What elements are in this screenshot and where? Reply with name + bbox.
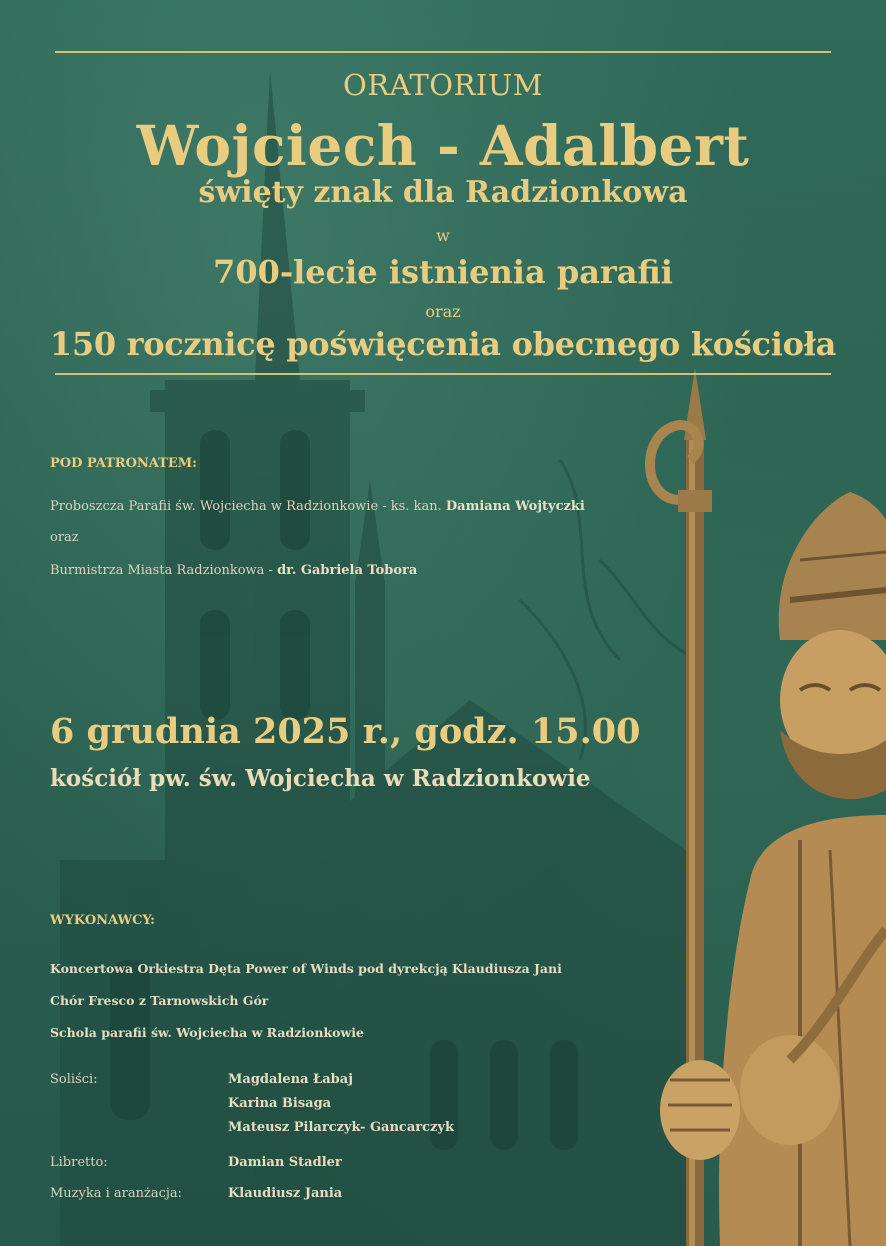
patron-2 (50, 563, 417, 578)
event-datetime: 6 grudnia 2025 r., godz. 15.00 (50, 711, 641, 752)
soloist: Karina Bisaga (228, 1096, 332, 1111)
kicker: ORATORIUM (342, 68, 543, 102)
patron-2-name: dr. Gabriela Tobora (277, 563, 418, 578)
page-title: Wojciech - Adalbert (136, 113, 750, 178)
patron-1-name: Damiana Wojtyczki (445, 499, 585, 514)
bottom-rule (55, 373, 831, 375)
music-value: Klaudiusz Jania (228, 1186, 343, 1201)
music-label: Muzyka i aranżacja: (50, 1186, 183, 1201)
anniversary-line: 700-lecie istnienia parafii (213, 253, 673, 291)
performer-group: Chór Fresco z Tarnowskich Gór (50, 993, 269, 1008)
performer-group: Koncertowa Orkiestra Dęta Power of Winds pod dyrekcją Klaudiusza Jani (50, 961, 562, 976)
performer-group: Schola parafii św. Wojciecha w Radzionkowie (50, 1025, 364, 1040)
libretto-value: Damian Stadler (228, 1155, 342, 1170)
patronage-joiner: oraz (50, 530, 79, 545)
connector-oraz: oraz (425, 302, 461, 321)
patron-2-prefix: Burmistrza Miasta Radzionkowa - (50, 563, 273, 578)
top-rule (55, 51, 831, 53)
patronage-heading: POD PATRONATEM: (50, 456, 197, 471)
soloist: Mateusz Pilarczyk- Gancarczyk (228, 1120, 454, 1135)
connector-w: w (436, 226, 450, 245)
patron-1-prefix: Proboszcza Parafii św. Wojciecha w Radzionkowie - ks. kan. (50, 499, 442, 514)
consecration-line: 150 rocznicę poświęcenia obecnego kościoła (49, 325, 837, 363)
soloists-label: Soliści: (50, 1072, 98, 1087)
event-venue: kościół pw. św. Wojciecha w Radzionkowie (50, 765, 591, 792)
performers-heading: WYKONAWCY: (50, 913, 155, 928)
patron-1 (50, 499, 585, 514)
subtitle: święty znak dla Radzionkowa (198, 175, 688, 210)
libretto-label: Libretto: (50, 1155, 108, 1170)
soloist: Magdalena Łabaj (228, 1072, 353, 1087)
